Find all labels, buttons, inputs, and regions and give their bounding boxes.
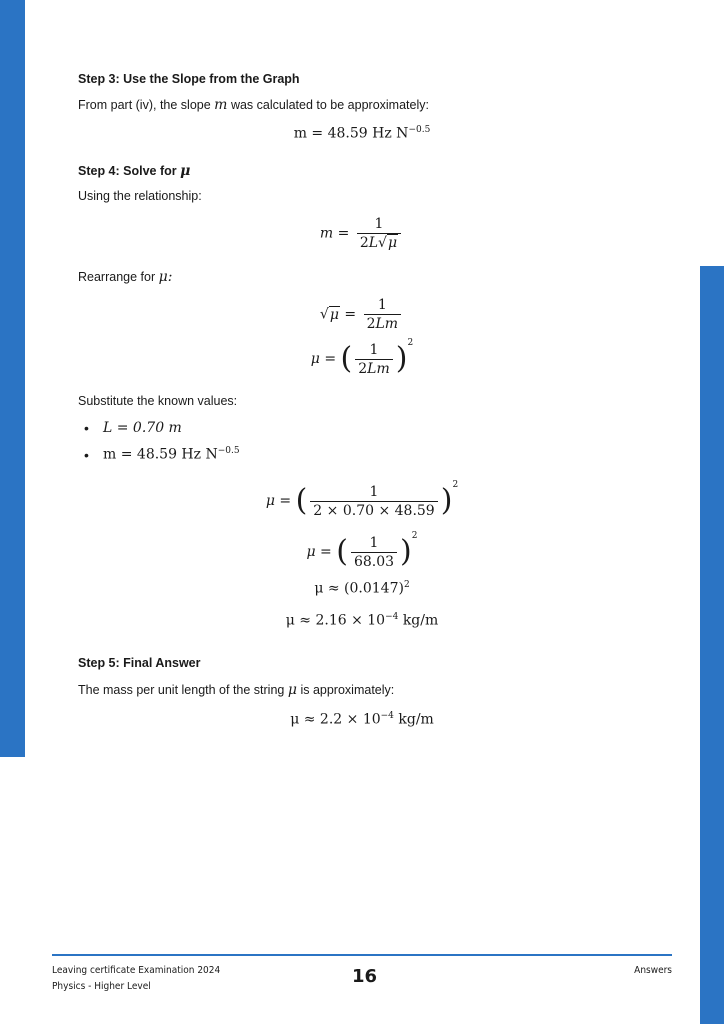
list-item-slope: m = 48.59 Hz $N^{-0.5}$ [103,446,240,463]
result-equation: $\mu \approx 2.16 \times 10^{-4}$ kg/m [285,612,439,629]
step5-heading: Step 5: Final Answer [78,656,201,670]
footer-subject: Physics - Higher Level [52,981,151,992]
footer-divider [52,954,672,956]
step3-heading: Step 3: Use the Slope from the Graph [78,72,300,86]
step4-using-text: Using the relationship: [78,189,202,203]
list-item: • [84,447,89,463]
substitute-text: Substitute the known values: [78,394,238,408]
final-answer-equation: $\mu \approx 2.2 \times 10^{-4}$ kg/m [290,711,434,728]
step3-equation: m = 48.59 Hz $N^{-0.5}$ [293,125,431,142]
rearrange-text: Rearrange for μ: [78,269,173,285]
relationship-equation: m = $\frac{1}{2L√\mu}$ [0,215,724,252]
sqrt-mu-equation: √μ = $\frac{1}{2Lm}$ [0,296,724,333]
list-item-length: L = 0.70 m [103,420,182,436]
page-number: 16 [352,966,378,987]
footer-section: Answers [634,965,672,976]
step3-text: From part (iv), the slope m was calculated to be approximately: [78,97,429,113]
mu-equation: μ = ( $\frac{1}{2Lm}$ )$^2$ [310,338,414,377]
footer-exam-title: Leaving certificate Examination 2024 [52,965,221,976]
right-accent-bar [700,266,724,1024]
step5-text: The mass per unit length of the string μ is approximately: [78,682,395,698]
substitution-equation: μ = ( $\frac{1}{2 \times 0.70 \times 48.59}$ )$^2$ [265,480,459,519]
approx-equation: $\mu \approx (0.0147)^2$ [314,580,410,597]
simplified-equation: μ = ( $\frac{1}{68.03}$ )$^2$ [306,531,418,570]
left-accent-bar [0,0,25,757]
step4-heading: Step 4: Solve for μ [78,163,191,179]
list-item: • [84,420,89,436]
